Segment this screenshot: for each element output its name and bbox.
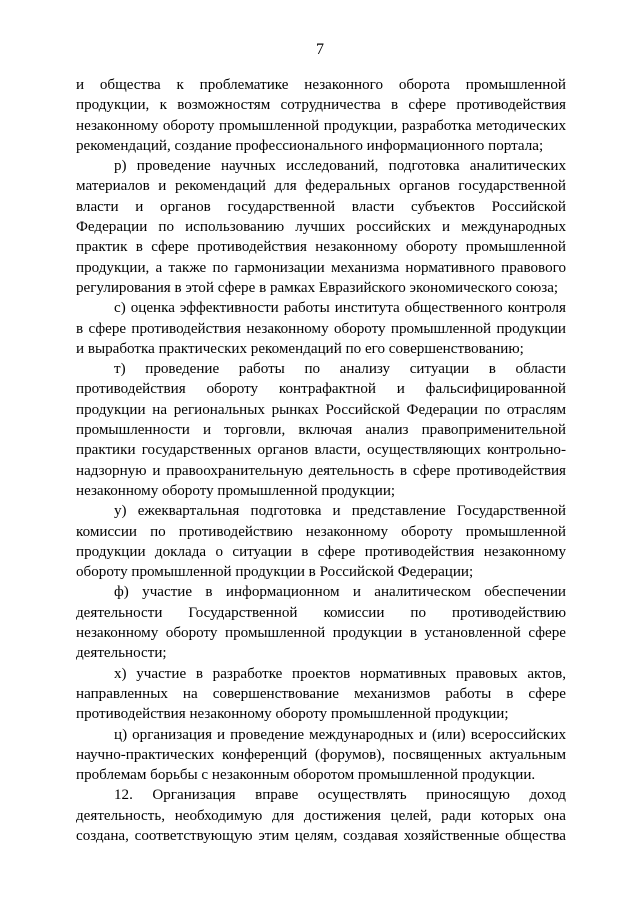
text-line: проблемам борьбы с незаконным оборотом промышленной продукции. bbox=[76, 767, 536, 784]
text-line: деятельности Государственной комиссии по противодействию bbox=[76, 604, 566, 621]
page-number: 7 bbox=[316, 41, 324, 58]
paragraph-item-kh bbox=[76, 664, 566, 725]
paragraph-item-12 bbox=[76, 785, 566, 846]
text-line: у) ежеквартальная подготовка и представление Государственной bbox=[114, 503, 566, 520]
paragraph-item-f bbox=[76, 582, 566, 663]
text-line: незаконному обороту промышленной продукции, разработка методических bbox=[76, 117, 566, 134]
text-line: продукции, а также по гармонизации механизма нормативного правового bbox=[76, 259, 566, 276]
paragraph-item-t bbox=[76, 359, 566, 501]
text-line: ц) организация и проведение международных и (или) всероссийских bbox=[114, 726, 566, 743]
text-line: обороту промышленной продукции в Российской Федерации; bbox=[76, 564, 474, 581]
text-line: х) участие в разработке проектов нормативных правовых актов, bbox=[114, 665, 566, 682]
text-line: надзорную и правоохранительную деятельность в сфере противодействия bbox=[76, 462, 566, 479]
text-line: ф) участие в информационном и аналитическом обеспечении bbox=[114, 584, 566, 601]
text-line: противодействия незаконному обороту промышленной продукции; bbox=[76, 706, 509, 723]
text-line: незаконному обороту промышленной продукции в установленной сфере bbox=[76, 625, 566, 642]
text-line: направленных на совершенствование механизмов работы в сфере bbox=[76, 685, 566, 702]
paragraph-intro bbox=[76, 75, 566, 156]
text-line: регулирования в этой сфере в рамках Евразийского экономического союза; bbox=[76, 279, 559, 296]
text-line: противодействия обороту контрафактной и фальсифицированной bbox=[76, 381, 566, 398]
text-line: создана, соответствующую этим целям, создавая хозяйственные общества bbox=[76, 827, 566, 844]
text-line: материалов и рекомендаций для федеральных органов государственной bbox=[76, 178, 566, 195]
text-line: продукции, к возможностям сотрудничества в сфере противодействия bbox=[76, 97, 566, 114]
paragraph-item-s bbox=[76, 298, 566, 359]
paragraph-item-ts bbox=[76, 725, 566, 786]
text-line: 12. Организация вправе осуществлять приносящую доход bbox=[114, 787, 566, 804]
text-line: продукции доклада о ситуации в сфере противодействия незаконному bbox=[76, 543, 566, 560]
text-line: рекомендаций, создание профессионального информационного портала; bbox=[76, 137, 544, 154]
text-line: и общества к проблематике незаконного оборота промышленной bbox=[76, 77, 566, 93]
text-line: комиссии по противодействию незаконному обороту промышленной bbox=[76, 523, 566, 540]
text-line: и выработка практических рекомендаций по его совершенствованию; bbox=[76, 340, 524, 357]
text-line: продукции на региональных рынках Российской Федерации по отраслям bbox=[76, 401, 566, 418]
text-line: деятельность, необходимую для достижения целей, ради которых она bbox=[76, 807, 566, 824]
text-line: незаконному обороту промышленной продукции; bbox=[76, 482, 396, 499]
paragraph-item-r bbox=[76, 156, 566, 298]
text-line: деятельности; bbox=[76, 645, 167, 662]
text-line: в сфере противодействия незаконному обороту промышленной продукции bbox=[76, 320, 566, 337]
text-line: Федерации по использованию лучших российских и международных bbox=[76, 219, 566, 236]
text-line: практик в сфере противодействия незаконному обороту промышленной bbox=[76, 239, 566, 256]
text-line: с) оценка эффективности работы института общественного контроля bbox=[114, 300, 566, 317]
text-line: практики государственных органов власти, осуществляющих контрольно- bbox=[76, 442, 566, 459]
text-line: промышленности и торговли, включая анализ правоприменительной bbox=[76, 422, 566, 439]
text-line: т) проведение работы по анализу ситуации в области bbox=[114, 361, 566, 378]
text-line: власти и органов государственной власти субъектов Российской bbox=[76, 198, 566, 215]
paragraph-item-u bbox=[76, 501, 566, 582]
text-line: научно-практических конференций (форумов), посвященных актуальным bbox=[76, 746, 566, 763]
text-line: р) проведение научных исследований, подготовка аналитических bbox=[114, 158, 566, 175]
document-body bbox=[76, 75, 566, 846]
